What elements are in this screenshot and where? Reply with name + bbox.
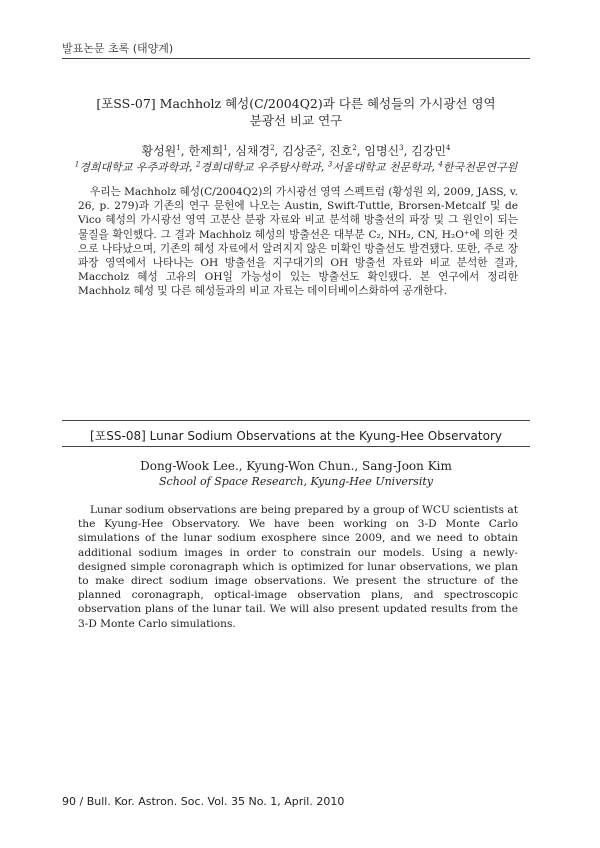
- header-rule: [62, 58, 530, 59]
- page-footer: 90 / Bull. Kor. Astron. Soc. Vol. 35 No. 1, April. 2010: [62, 795, 345, 808]
- affiliation: $^4$한국천문연구원: [438, 160, 518, 174]
- affiliation: School of Space Research, Kyung-Hee University: [159, 475, 433, 488]
- affiliation-list: $^1$경희대학교 우주과학과, $^2$경희대학교 우주탐사학과, $^3$서울대학교 천문학과, $^4$한국천문연구원: [74, 160, 518, 174]
- abstract-body: Lunar sodium observations are being prepared by a group of WCU scientists at the Kyung-Hee Observatory. We have been working on 3-D Monte Carlo simulations of the lunar sodium exosphere since 2009, and we need to obtain additional sodium images in order to constrain our models. Using a newly-designed simple coronagraph which is optimized for lunar observations, we plan to make direct sodium image observations. We present the structure of the planned coronagraph, optical-image observation plans, and spectroscopic observation plans of the lunar tail. We will also present updated results from the 3-D Monte Carlo simulations.: [78, 504, 518, 630]
- author-list: Dong-Wook Lee., Kyung-Won Chun., Sang-Joon Kim: [140, 459, 452, 473]
- author: 임명신$^3$: [364, 144, 404, 158]
- abstract-body: 우리는 Machholz 혜성(C/2004Q2)의 가시광선 영역 스펙트럼 (황성원 외, 2009, JASS, v. 26, p. 279)과 기존의 연구 문헌에 나오는 Austin, Swift-Tuttle, Brorsen-Metcalf 및 de Vico 혜성의 가시광선 영역 고분산 분광 자료와 비교 분석해 방출선의 파장 및 그 원인이 되는 물질을 확인했다. 그 결과 Machholz 혜성의 방출선은 대부분 C₂, NH₂, CN, H₂O⁺에 의한 것으로 나타났으며, 기존의 혜성 자료에서 알려지지 않은 미확인 방출선도 발견됐다. 또한, 주로 장파장 영역에서 나타나는 OH 방출선을 지구대기의 OH 방출선 자료와 비교 분석한 결과, Maccholz 혜성 고유의 OH일 가능성이 있는 방출선도 확인됐다. 본 연구에서 정리한 Machholz 혜성 및 다른 혜성들과의 비교 자료는 데이터베이스화하여 공개한다.: [78, 186, 518, 298]
- author: 김강민$^4$: [411, 144, 451, 158]
- section-rule-bottom: [62, 446, 530, 447]
- abstract-title-line2: 분광선 비교 연구: [249, 113, 343, 128]
- author: 김상준$^2$: [282, 144, 322, 158]
- abstract-title: [포SS-08] Lunar Sodium Observations at the Kyung-Hee Observatory: [90, 429, 502, 443]
- author: 황성원$^1$: [141, 144, 181, 158]
- affiliation: $^1$경희대학교 우주과학과: [74, 160, 189, 174]
- author-list: 황성원$^1$, 한제희$^1$, 심채경$^2$, 김상준$^2$, 진호$^2$, 임명신$^3$, 김강민$^4$: [141, 144, 451, 158]
- running-header: 발표논문 초록 (태양계): [62, 42, 174, 55]
- author: 한제희$^1$: [188, 144, 228, 158]
- author: 심채경$^2$: [235, 144, 275, 158]
- author: 진호$^2$: [329, 144, 357, 158]
- abstract-title-line1: [포SS-07] Machholz 혜성(C/2004Q2)과 다른 혜성들의 가시광선 영역: [96, 96, 496, 111]
- affiliation: $^2$경희대학교 우주탐사학과: [195, 160, 321, 174]
- section-rule-top: [62, 420, 530, 421]
- affiliation: $^3$서울대학교 천문학과: [327, 160, 432, 174]
